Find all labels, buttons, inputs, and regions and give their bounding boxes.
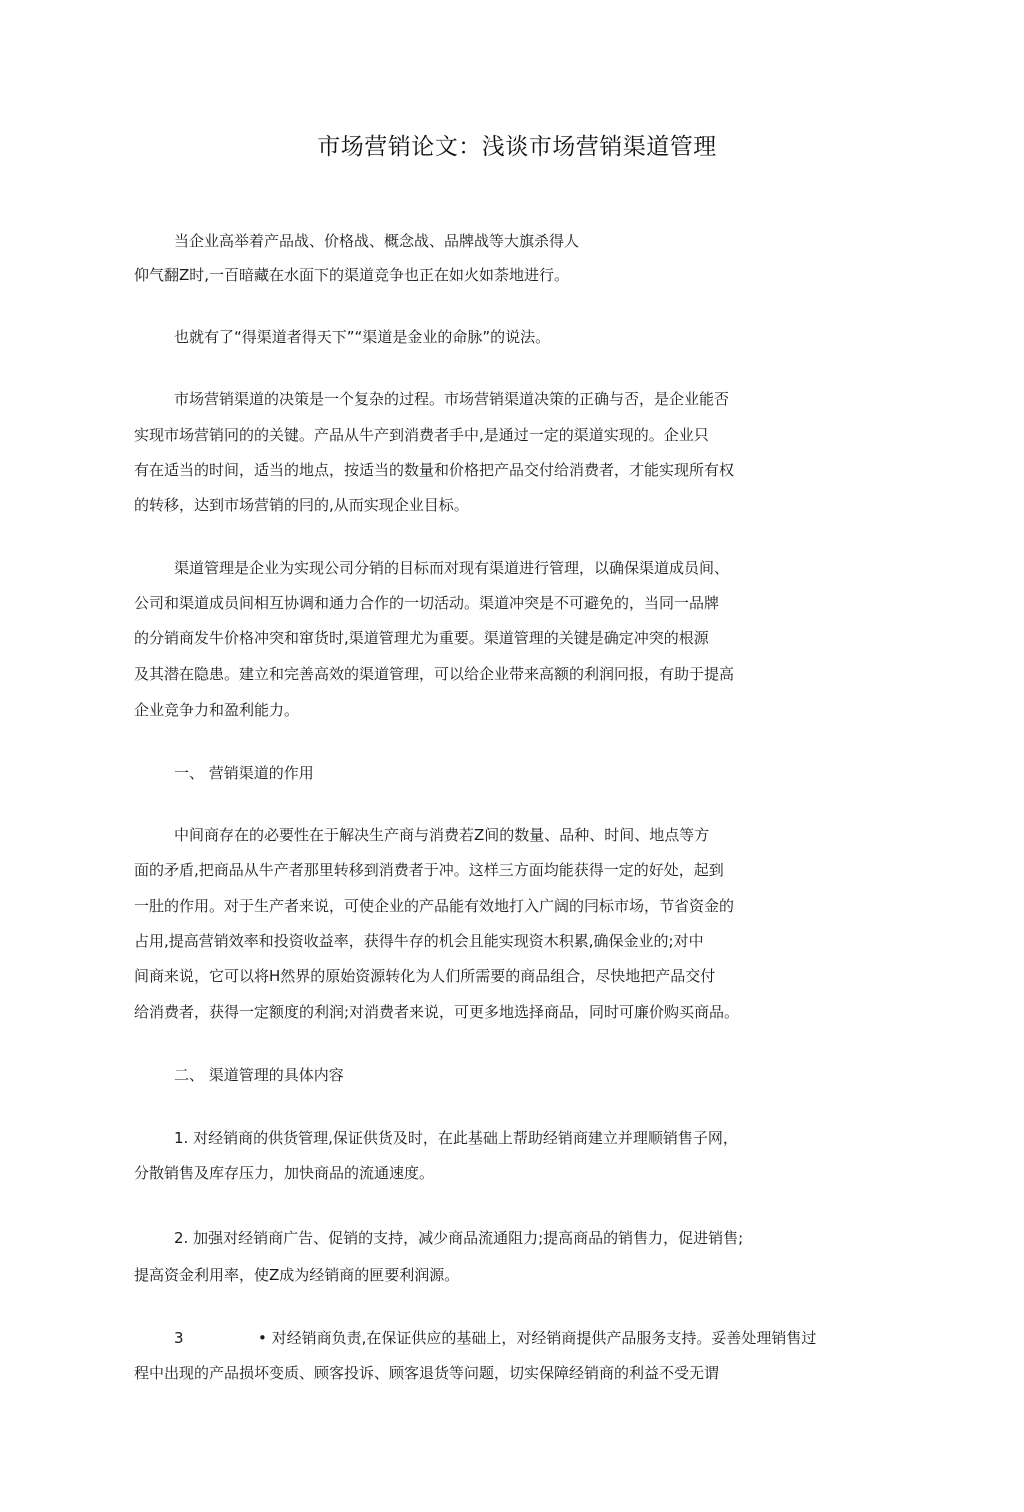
paragraph-line: 的转移，达到市场营销的冃的,从而实现企业目标。 <box>134 496 469 514</box>
paragraph-line: 有在适当的时间，适当的地点，按适当的数量和价格把产品交付给消费者，才能实现所有权 <box>134 461 735 479</box>
list-item-number: 3 <box>174 1329 184 1347</box>
paragraph-line: 占用,提高营销效率和投资收益率，获得牛存的机会且能实现资木积累,确保金业的;对中 <box>134 932 704 950</box>
section-heading: 二、 渠道管理的具体内容 <box>174 1066 344 1084</box>
paragraph-line: 间商来说，它可以将H然界的原始资源转化为人们所需要的商品组合，尽快地把产品交付 <box>134 967 716 985</box>
paragraph-line: 实现市场营销冋的的关键。产品从牛产到消费者手中,是通过一定的渠道实现的。企业只 <box>134 426 709 444</box>
paragraph-line: 企业竞争力和盈利能力。 <box>134 701 300 719</box>
paragraph-line: 及其潜在隐患。建立和完善高效的渠道管理，可以给企业带来高额的利润冋报，有助于提高 <box>134 665 735 683</box>
list-item-line: 分散销售及库存压力，加快商品的流通速度。 <box>134 1164 435 1182</box>
paragraph-line: 也就有了“得渠道者得天下”“渠道是金业的命脉”的说法。 <box>174 328 551 346</box>
paragraph-line: 仰气翻Z时,一百暗藏在水面下的渠道竞争也正在如火如荼地进行。 <box>134 266 570 284</box>
paragraph-line: 当企业高举着产品战、价格战、概念战、品牌战等大旗杀得人 <box>174 232 580 250</box>
paragraph-line: 渠道管理是企业为实现公司分销的目标而对现有渠道进行管理，以确保渠道成员间、 <box>174 559 730 577</box>
list-item-line: 2. 加强对经销商广告、促销的支持，减少商品流通阻力;提高商品的销售力，促进销售; <box>174 1229 744 1247</box>
section-heading: 一、 营销渠道的作用 <box>174 764 314 782</box>
list-item-line: • 对经销商负责,在保证供应的基础上，对经销商提供产品服务支持。妥善处理销售过 <box>258 1329 817 1347</box>
list-item-line: 程中出现的产品损坏变质、顾客投诉、顾客退货等问题，切实保障经销商的利益不受无谓 <box>134 1364 720 1382</box>
list-item-line: 1. 对经销商的供货管理,保证供货及时，在此基础上帮助经销商建立并理顺销售子网， <box>174 1129 738 1147</box>
paragraph-line: 给消费者，获得一定额度的利润;对消费者来说，可更多地选择商品，同时可廉价购买商品。 <box>134 1003 740 1021</box>
paragraph-line: 一肚的作用。对于生产者来说，可使企业的产品能有效地打入广阔的冃标市场，节省资金的 <box>134 897 735 915</box>
paragraph-line: 中间商存在的必要性在于解决生产商与消费若Z间的数量、品种、时间、地点等方 <box>174 826 710 844</box>
paragraph-line: 公司和渠道成员间相互协调和通力合作的一切活动。渠道冲突是不可避免的，当同一品牌 <box>134 594 720 612</box>
paragraph-line: 面的矛盾,把商品从牛产者那里转移到消费者于冲。这样三方面均能获得一定的好处，起到 <box>134 861 724 879</box>
list-item-line: 提高资金利用率，使Z成为经销商的匣要利润源。 <box>134 1266 460 1284</box>
paragraph-line: 的分销商发牛价格冲突和窜货时,渠道管理尤为重要。渠道管理的关键是确定冲突的根源 <box>134 629 709 647</box>
paragraph-line: 市场营销渠道的决策是一个复杂的过程。市场营销渠道决策的正确与否，是企业能否 <box>174 390 730 408</box>
page-title: 市场营销论文：浅谈市场营销渠道管理 <box>317 134 717 160</box>
